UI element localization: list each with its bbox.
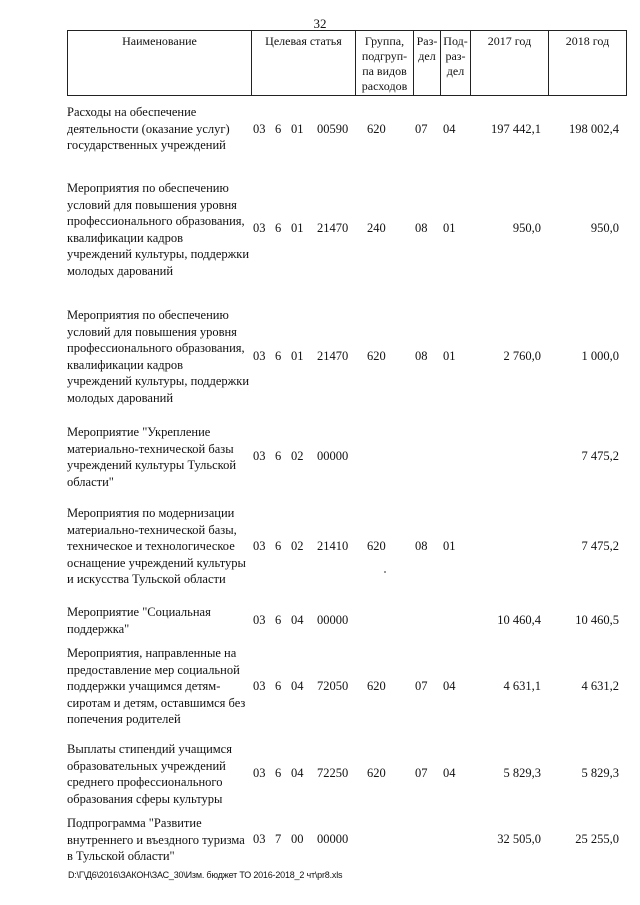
scan-speck	[384, 571, 386, 573]
row-name: Мероприятия по обеспечению условий для повышения уровня профессионального образования, квалификации кадров учреждений культуры, поддержки молодых дарований	[67, 308, 250, 405]
row-prog: 03	[253, 766, 266, 780]
row-main: 01	[291, 122, 304, 136]
row-main: 01	[291, 349, 304, 363]
header-razdel-line: дел	[418, 49, 436, 63]
header-razdel-line: Раз-	[416, 34, 438, 48]
row-2018: 7 475,2	[581, 539, 619, 553]
row-razdel: 07	[415, 122, 428, 136]
row-2017: 197 442,1	[491, 122, 541, 136]
row-2017: 32 505,0	[497, 832, 541, 846]
row-prog: 03	[253, 613, 266, 627]
row-name: Подпрограмма "Развитие внутреннего и въездного туризма в Тульской области"	[67, 816, 245, 863]
row-main: 00	[291, 832, 304, 846]
row-prog: 03	[253, 832, 266, 846]
table-row	[67, 645, 627, 731]
row-group: 620	[367, 349, 386, 363]
row-code: 21470	[317, 349, 349, 363]
row-sub: 6	[275, 539, 282, 553]
row-razdel: 08	[415, 539, 428, 553]
row-main: 04	[291, 766, 304, 780]
row-sub: 6	[275, 122, 282, 136]
row-name: Выплаты стипендий учащимся образовательных учреждений среднего профессионального образования сферы культуры	[67, 742, 232, 806]
row-2018: 10 460,5	[575, 613, 619, 627]
row-name: Мероприятия, направленные на предоставление мер социальной поддержки учащимся детям-сиротам и детям, оставшимся без попечения родителей	[67, 646, 246, 726]
header-podrazdel-line: дел	[446, 64, 465, 78]
row-name: Мероприятия по обеспечению условий для повышения уровня профессионального образования, квалификации кадров учреждений культуры, поддержки молодых дарований	[67, 181, 250, 278]
row-2017: 2 760,0	[503, 349, 541, 363]
header-2018: 2018 год	[548, 31, 626, 95]
row-sub: 6	[275, 221, 282, 235]
row-podrazdel: 01	[443, 349, 456, 363]
table-row	[67, 604, 627, 640]
row-prog: 03	[253, 122, 266, 136]
row-name: Мероприятие "Укрепление материально-технической базы учреждений культуры Тульской области"	[67, 425, 237, 489]
row-sub: 6	[275, 613, 282, 627]
header-target: Целевая статья	[251, 31, 355, 95]
table-row	[67, 104, 627, 160]
row-sub: 6	[275, 449, 282, 463]
row-podrazdel: 04	[443, 122, 456, 136]
table-row	[67, 815, 627, 867]
row-code: 00000	[317, 449, 349, 463]
table-header	[67, 30, 627, 96]
row-group: 240	[367, 221, 386, 235]
row-podrazdel: 01	[443, 221, 456, 235]
row-code: 72050	[317, 679, 349, 693]
row-2018: 4 631,2	[581, 679, 619, 693]
row-prog: 03	[253, 679, 266, 693]
page-number: 32	[313, 16, 327, 31]
header-group-line: па видов	[362, 64, 407, 78]
row-group: 620	[367, 539, 386, 553]
row-code: 00000	[317, 613, 349, 627]
row-main: 04	[291, 679, 304, 693]
row-name: Мероприятия по модернизации материально-технической базы, техническое и технологическое оснащение учреждений культуры и искусства Тульской области	[67, 506, 246, 586]
header-group-line: расходов	[361, 79, 408, 93]
row-razdel: 07	[415, 766, 428, 780]
row-code: 00000	[317, 832, 349, 846]
row-main: 02	[291, 449, 304, 463]
row-2017: 5 829,3	[503, 766, 541, 780]
row-2018: 5 829,3	[581, 766, 619, 780]
row-code: 21470	[317, 221, 349, 235]
row-razdel: 08	[415, 221, 428, 235]
row-sub: 6	[275, 679, 282, 693]
row-prog: 03	[253, 221, 266, 235]
row-group: 620	[367, 766, 386, 780]
row-group: 620	[367, 122, 386, 136]
row-code: 72250	[317, 766, 349, 780]
row-2018: 950,0	[590, 221, 619, 235]
header-2017: 2017 год	[470, 31, 548, 95]
table-row	[67, 741, 627, 809]
row-main: 01	[291, 221, 304, 235]
row-prog: 03	[253, 449, 266, 463]
row-2017: 950,0	[512, 221, 541, 235]
row-2018: 25 255,0	[575, 832, 619, 846]
header-group-line: Группа,	[364, 34, 405, 48]
row-razdel: 08	[415, 349, 428, 363]
row-code: 00590	[317, 122, 349, 136]
table-row	[67, 424, 627, 492]
row-podrazdel: 04	[443, 679, 456, 693]
row-main: 04	[291, 613, 304, 627]
table-row	[67, 180, 627, 280]
row-2018: 7 475,2	[581, 449, 619, 463]
table-row	[67, 505, 627, 591]
row-name: Расходы на обеспечение деятельности (оказание услуг) государственных учреждений	[67, 105, 230, 152]
row-razdel: 07	[415, 679, 428, 693]
header-name: Наименование	[122, 34, 197, 48]
table-row	[67, 307, 627, 407]
header-podrazdel	[440, 31, 470, 95]
row-podrazdel: 04	[443, 766, 456, 780]
header-podrazdel-line: раз-	[445, 49, 466, 63]
row-sub: 7	[275, 832, 282, 846]
file-path-footer: D:\Г\Д6\2016\ЗАКОН\ЗАС_30\Изм. бюджет ТО 2016-2018_2 чт\pr8.xls	[68, 870, 343, 880]
header-podrazdel-line: Под-	[443, 34, 468, 48]
row-2018: 1 000,0	[581, 349, 619, 363]
row-2017: 10 460,4	[497, 613, 541, 627]
row-sub: 6	[275, 766, 282, 780]
row-code: 21410	[317, 539, 349, 553]
row-prog: 03	[253, 539, 266, 553]
row-2018: 198 002,4	[569, 122, 619, 136]
row-sub: 6	[275, 349, 282, 363]
header-razdel	[413, 31, 440, 95]
row-main: 02	[291, 539, 304, 553]
header-group	[355, 31, 413, 95]
row-prog: 03	[253, 349, 266, 363]
row-group: 620	[367, 679, 386, 693]
row-name: Мероприятие "Социальная поддержка"	[67, 605, 211, 636]
row-2017: 4 631,1	[503, 679, 541, 693]
header-group-line: подгруп-	[361, 49, 408, 63]
row-podrazdel: 01	[443, 539, 456, 553]
